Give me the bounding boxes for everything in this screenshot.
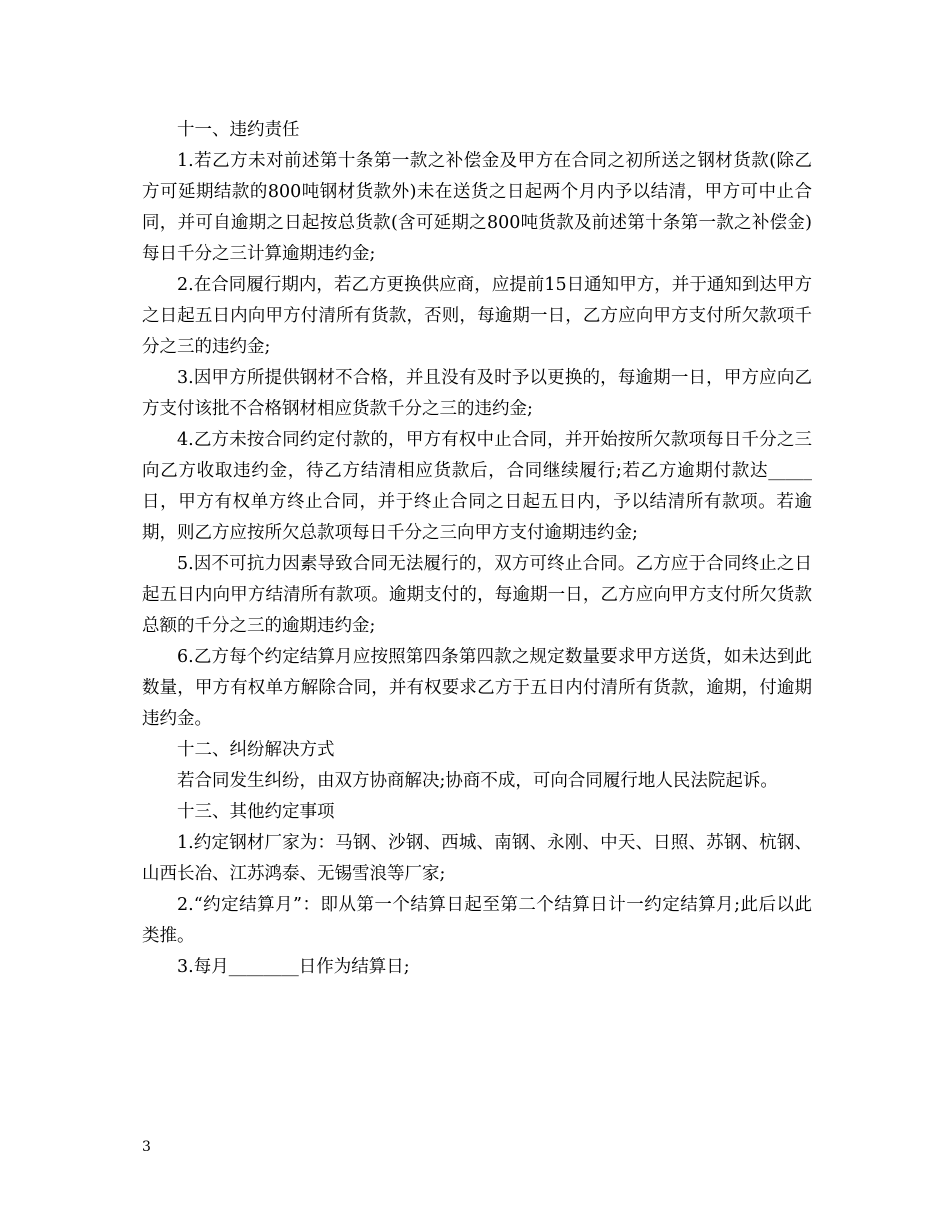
section-12-heading: 十二、纠纷解决方式 — [177, 740, 335, 760]
section-12-text: 若合同发生纠纷，由双方协商解决;协商不成，可向合同履行地人民法院起诉。 — [177, 771, 778, 791]
page-number: 3 — [142, 1139, 151, 1155]
section-11-item-2: 2.在合同履行期内，若乙方更换供应商，应提前15日通知甲方，并于通知到达甲方之日起五日内向甲方付清所有货款，否则，每逾期一日，乙方应向甲方支付所欠款项千分之三的违约金; — [142, 275, 812, 357]
section-11-item-1: 1.若乙方未对前述第十条第一款之补偿金及甲方在合同之初所送之钢材货款(除乙方可延期结款的800吨钢材货款外)未在送货之日起两个月内予以结清，甲方可中止合同，并可自逾期之日起按总货款(含可延期之800吨货款及前述第十条第一款之补偿金)每日千分之三计算逾期违约金; — [142, 151, 812, 264]
section-13-item-1: 1.约定钢材厂家为：马钢、沙钢、西城、南钢、永刚、中天、日照、苏钢、杭钢、山西长冶、江苏鸿泰、无锡雪浪等厂家; — [142, 833, 812, 884]
document-body — [142, 115, 812, 983]
section-13-heading: 十三、其他约定事项 — [177, 802, 335, 822]
section-13-item-2: 2.“约定结算月”：即从第一个结算日起至第二个结算日计一约定结算月;此后以此类推。 — [142, 895, 812, 946]
section-13-item-3: 3.每月________日作为结算日; — [177, 957, 410, 977]
section-11-item-5: 5.因不可抗力因素导致合同无法履行的，双方可终止合同。乙方应于合同终止之日起五日内向甲方结清所有款项。逾期支付的，每逾期一日，乙方应向甲方支付所欠货款总额的千分之三的逾期违约金; — [142, 554, 812, 636]
section-11-item-4: 4.乙方未按合同约定付款的，甲方有权中止合同，并开始按所欠款项每日千分之三向乙方收取违约金，待乙方结清相应货款后，合同继续履行;若乙方逾期付款达_____日，甲方有权单方终止合同，并于终止合同之日起五日内，予以结清所有款项。若逾期，则乙方应按所欠总款项每日千分之三向甲方支付逾期违约金; — [142, 430, 812, 543]
section-11-item-3: 3.因甲方所提供钢材不合格，并且没有及时予以更换的，每逾期一日，甲方应向乙方支付该批不合格钢材相应货款千分之三的违约金; — [142, 368, 812, 419]
section-11-item-6: 6.乙方每个约定结算月应按照第四条第四款之规定数量要求甲方送货，如未达到此数量，甲方有权单方解除合同，并有权要求乙方于五日内付清所有货款，逾期，付逾期违约金。 — [142, 647, 812, 729]
section-11-heading: 十一、违约责任 — [177, 120, 300, 140]
